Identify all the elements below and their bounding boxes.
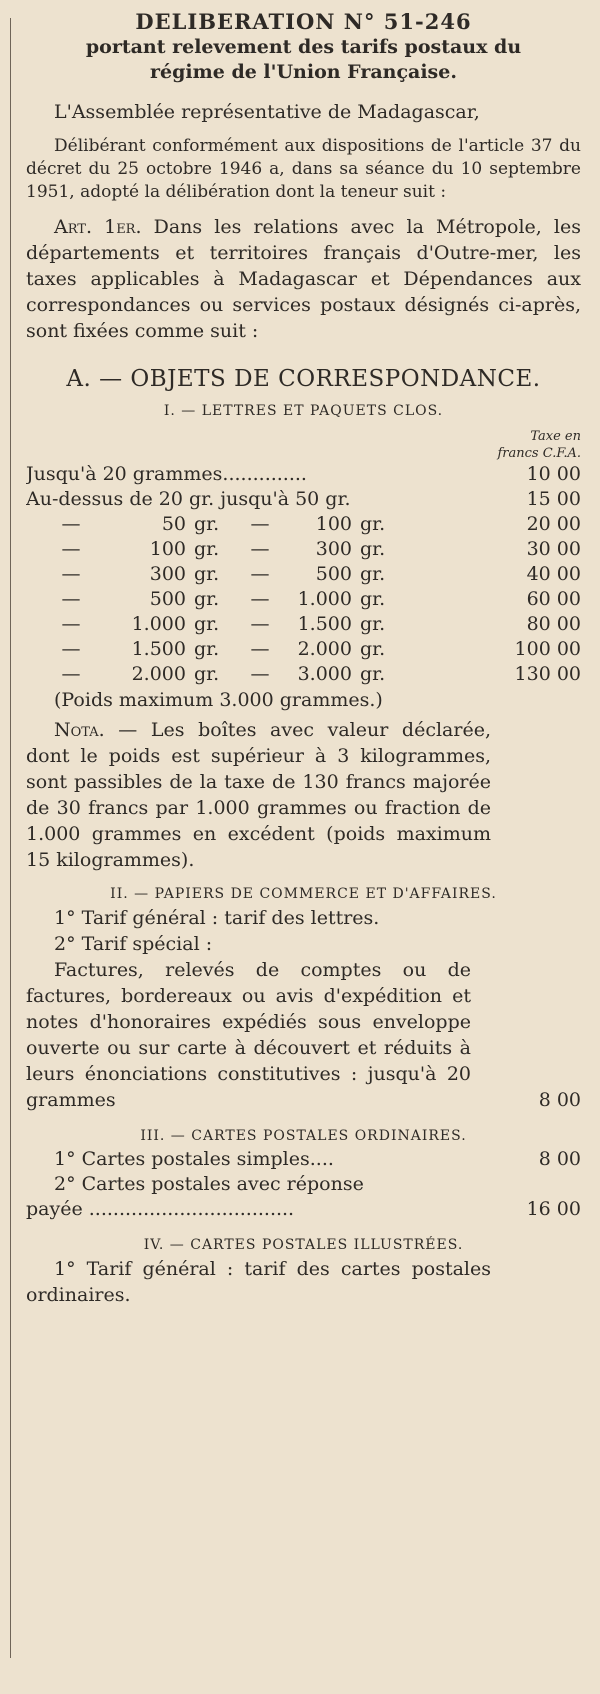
dash: — <box>250 513 270 535</box>
special-text: Factures, relevés de comptes ou de factures, bordereaux ou avis d'expédition et notes d'honoraires expédiés sous enveloppe ouverte ou sur carte à découvert et réduits à leurs énonciations constitutives : jusqu'à 20 grammes <box>26 959 471 1111</box>
tariff-row-label: Jusqu'à 20 grammes.............. <box>26 463 307 485</box>
cartes-simples-row <box>26 1147 581 1172</box>
dash: — <box>61 638 81 660</box>
section-a-title: A. — OBJETS DE CORRESPONDANCE. <box>66 366 541 392</box>
deliberation-title: DELIBERATION N° 51-246 <box>135 9 472 34</box>
dash: — <box>61 613 81 635</box>
nota-label: Nota. <box>54 719 105 741</box>
weight-to: 100 <box>315 513 352 535</box>
section-i-heading: I. — LETTRES ET PAQUETS CLOS. <box>163 403 444 419</box>
tariff-value: 30 00 <box>526 538 581 560</box>
unit: gr. <box>194 588 220 610</box>
unit: gr. <box>360 613 386 635</box>
intro-deliberating: Délibérant conformément aux dispositions de l'article 37 du décret du 25 octobre 1946 a, dans sa séance du 10 septembre 1951, adopté la délibération dont la teneur suit : <box>26 136 581 202</box>
unit: gr. <box>194 513 220 535</box>
unit: gr. <box>194 663 220 685</box>
tarif-general-ii: 1° Tarif général : tarif des lettres. <box>54 907 380 929</box>
deliberation-subtitle-2: régime de l'Union Française. <box>150 61 457 83</box>
nota-text: — Les boîtes avec valeur déclarée, dont le poids est supérieur à 3 kilogrammes, sont passibles de la taxe de 130 francs majorée de 30 francs par 1.000 grammes ou fraction de 1.000 grammes en excédent (poids maximum 15 kilogrammes). <box>26 719 491 871</box>
special-block <box>26 957 581 1113</box>
weight-from: 100 <box>149 538 186 560</box>
unit: gr. <box>360 638 386 660</box>
tariff-grid-row <box>26 537 581 562</box>
cartes-reponse-value: 16 00 <box>526 1198 581 1220</box>
weight-to: 500 <box>315 563 352 585</box>
dash: — <box>250 538 270 560</box>
taxe-header-1: Taxe en <box>530 429 581 444</box>
tariff-value: 40 00 <box>526 563 581 585</box>
tariff-value: 100 00 <box>514 638 581 660</box>
weight-to: 300 <box>315 538 352 560</box>
weight-to: 2.000 <box>297 638 352 660</box>
dash: — <box>250 563 270 585</box>
tarif-special-ii: 2° Tarif spécial : <box>54 933 213 955</box>
special-value: 8 00 <box>538 1089 581 1111</box>
deliberation-subtitle-1: portant relevement des tarifs postaux du <box>85 36 522 58</box>
tariff-grid-row <box>26 512 581 537</box>
tariff-value: 80 00 <box>526 613 581 635</box>
dash: — <box>250 588 270 610</box>
document-body <box>26 8 581 1308</box>
tariff-grid-row <box>26 562 581 587</box>
tariff-grid-row <box>26 662 581 687</box>
weight-to: 1.000 <box>297 588 352 610</box>
weight-from: 1.500 <box>131 638 186 660</box>
weight-from: 300 <box>149 563 186 585</box>
cartes-reponse-label: 2° Cartes postales avec réponse <box>54 1173 364 1195</box>
weight-from: 500 <box>149 588 186 610</box>
unit: gr. <box>360 663 386 685</box>
dash: — <box>250 638 270 660</box>
tariff-value: 130 00 <box>514 663 581 685</box>
tariff-grid-row <box>26 587 581 612</box>
dash: — <box>61 538 81 560</box>
tariff-row <box>26 462 581 487</box>
unit: gr. <box>194 613 220 635</box>
dash: — <box>250 663 270 685</box>
unit: gr. <box>360 563 386 585</box>
dash: — <box>61 588 81 610</box>
tariff-row-label: Au-dessus de 20 gr. jusqu'à 50 gr. <box>26 488 351 510</box>
article-1-text: Dans les relations avec la Métropole, les départements et territoires français d'Outre-mer, les taxes applicables à Madagascar et Dépendances aux correspondances ou services postaux désignés ci-après, sont fixées comme suit : <box>26 216 582 342</box>
section-iv-heading: IV. — CARTES POSTALES ILLUSTRÉES. <box>143 1237 464 1253</box>
tariff-value: 60 00 <box>526 588 581 610</box>
unit: gr. <box>194 638 220 660</box>
cartes-simples-value: 8 00 <box>538 1148 581 1170</box>
section-iii-heading: III. — CARTES POSTALES ORDINAIRES. <box>140 1128 467 1144</box>
weight-to: 3.000 <box>297 663 352 685</box>
cartes-reponse-row-1 <box>26 1172 581 1197</box>
unit: gr. <box>360 588 386 610</box>
weight-from: 1.000 <box>131 613 186 635</box>
weight-from: 50 <box>161 513 186 535</box>
tariff-value: 20 00 <box>526 513 581 535</box>
cartes-reponse-row-2 <box>26 1197 581 1222</box>
tariff-row-value: 10 00 <box>526 463 581 485</box>
cartes-simples-label: 1° Cartes postales simples.... <box>54 1148 334 1170</box>
taxe-header-2: francs C.F.A. <box>497 446 581 461</box>
section-iv-text: 1° Tarif général : tarif des cartes postales ordinaires. <box>26 1258 491 1306</box>
unit: gr. <box>360 513 386 535</box>
weight-to: 1.500 <box>297 613 352 635</box>
dash: — <box>61 513 81 535</box>
tariff-grid-row <box>26 637 581 662</box>
weight-from: 2.000 <box>131 663 186 685</box>
left-column-rule <box>10 18 11 1658</box>
tariff-row <box>26 487 581 512</box>
unit: gr. <box>360 538 386 560</box>
section-ii-heading: II. — PAPIERS DE COMMERCE ET D'AFFAIRES. <box>110 886 497 902</box>
unit: gr. <box>194 538 220 560</box>
dash: — <box>61 563 81 585</box>
article-1 <box>26 214 581 344</box>
article-1-label: Art. 1er. <box>54 216 142 238</box>
tariff-grid-row <box>26 612 581 637</box>
nota-paragraph <box>26 717 581 873</box>
dash: — <box>250 613 270 635</box>
max-weight-note: (Poids maximum 3.000 grammes.) <box>54 689 383 711</box>
intro-assembly: L'Assemblée représentative de Madagascar, <box>54 101 480 123</box>
unit: gr. <box>194 563 220 585</box>
cartes-reponse-label-2: payée .................................. <box>26 1198 295 1220</box>
tariff-row-value: 15 00 <box>526 488 581 510</box>
dash: — <box>61 663 81 685</box>
